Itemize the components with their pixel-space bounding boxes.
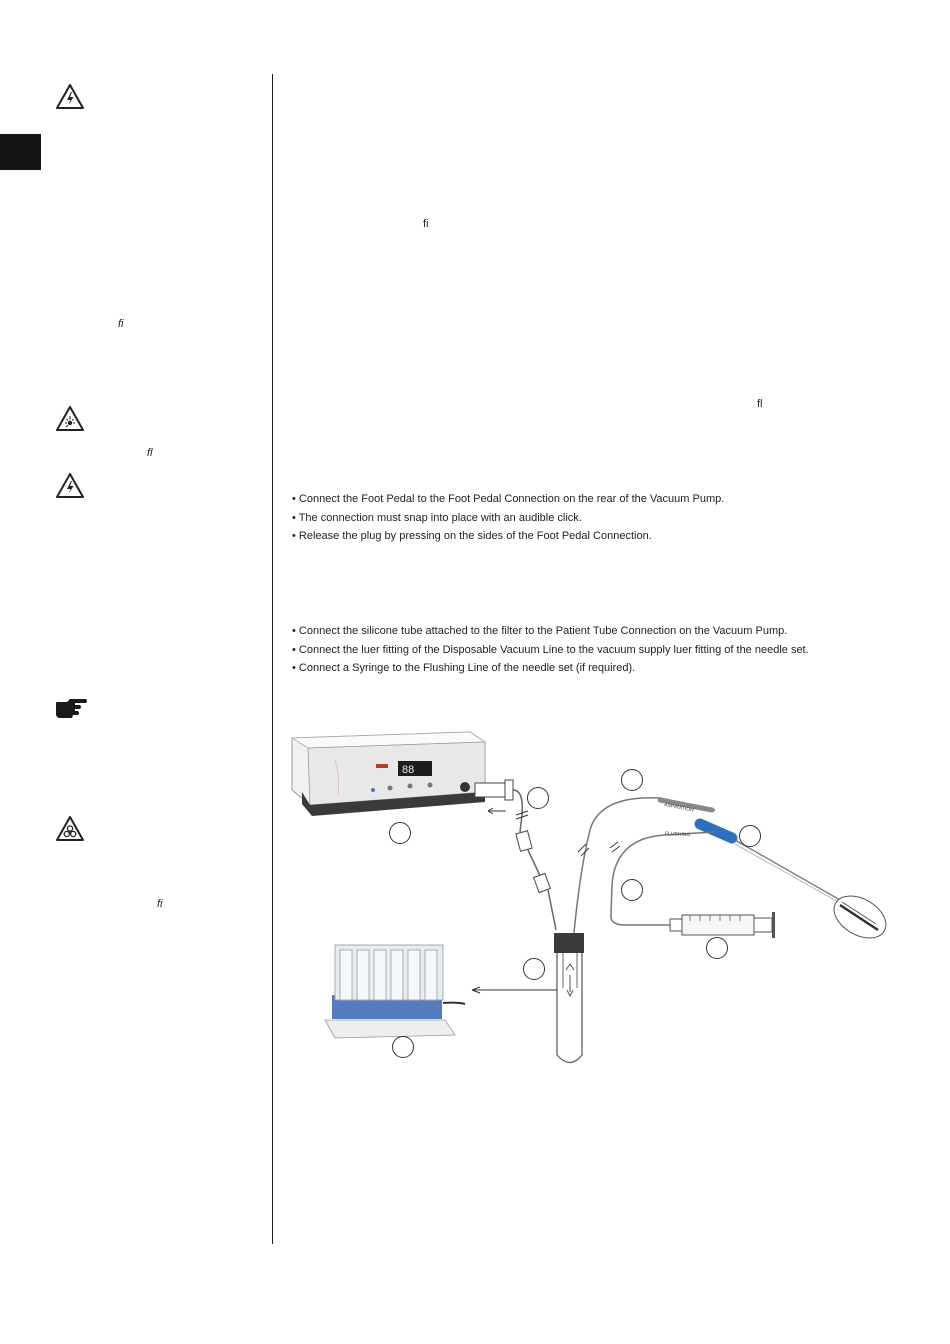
callout-circle <box>389 822 411 844</box>
vacuum-pump-illustration <box>292 732 485 816</box>
callout-circle <box>523 958 545 980</box>
column-divider <box>272 74 273 1244</box>
list-item: • Connect the luer fitting of the Disposable Vacuum Line to the vacuum supply luer fitting of the needle set. <box>292 643 809 656</box>
callout-circle <box>739 825 761 847</box>
ligature-glyph: ﬁ <box>423 218 429 230</box>
list-item: • Release the plug by pressing on the sides of the Foot Pedal Connection. <box>292 530 652 542</box>
biohazard-icon <box>55 815 85 843</box>
laser-hazard-icon <box>55 405 85 433</box>
tube-stopper <box>554 933 584 953</box>
callout-circle <box>527 787 549 809</box>
ligature-glyph: ﬂ <box>757 398 763 410</box>
foot-pedal-steps <box>292 490 724 546</box>
ligature-glyph: ﬂ <box>147 447 153 459</box>
syringe-illustration <box>670 912 775 938</box>
specimen-tray-illustration <box>325 945 465 1038</box>
list-item: • Connect a Syringe to the Flushing Line of the needle set (if required). <box>292 662 636 674</box>
pump-display-digits: 88 <box>402 764 415 776</box>
list-item: • Connect the silicone tube attached to the filter to the Patient Tube Connection on the Vacuum Pump. <box>292 625 788 637</box>
flushing-label: FLUSHING <box>664 831 691 839</box>
callout-circle <box>621 879 643 901</box>
electrical-hazard-icon <box>55 472 85 500</box>
section-tab <box>0 134 41 170</box>
list-item: • The connection must snap into place with an audible click. <box>292 511 582 524</box>
electrical-hazard-icon <box>55 83 85 111</box>
callout-circle <box>392 1036 414 1058</box>
ligature-glyph: ﬁ <box>157 898 163 910</box>
connection-diagram <box>280 720 920 1090</box>
aspiration-label: ASPIRATION <box>663 802 695 814</box>
callout-circle <box>706 937 728 959</box>
list-item: • Connect the Foot Pedal to the Foot Pedal Connection on the rear of the Vacuum Pump. <box>292 493 725 505</box>
callout-circle <box>621 769 643 791</box>
blue-handle <box>700 824 732 838</box>
pointing-hand-icon <box>53 692 89 720</box>
ligature-glyph: ﬁ <box>118 318 124 330</box>
tubing-steps <box>292 622 809 678</box>
